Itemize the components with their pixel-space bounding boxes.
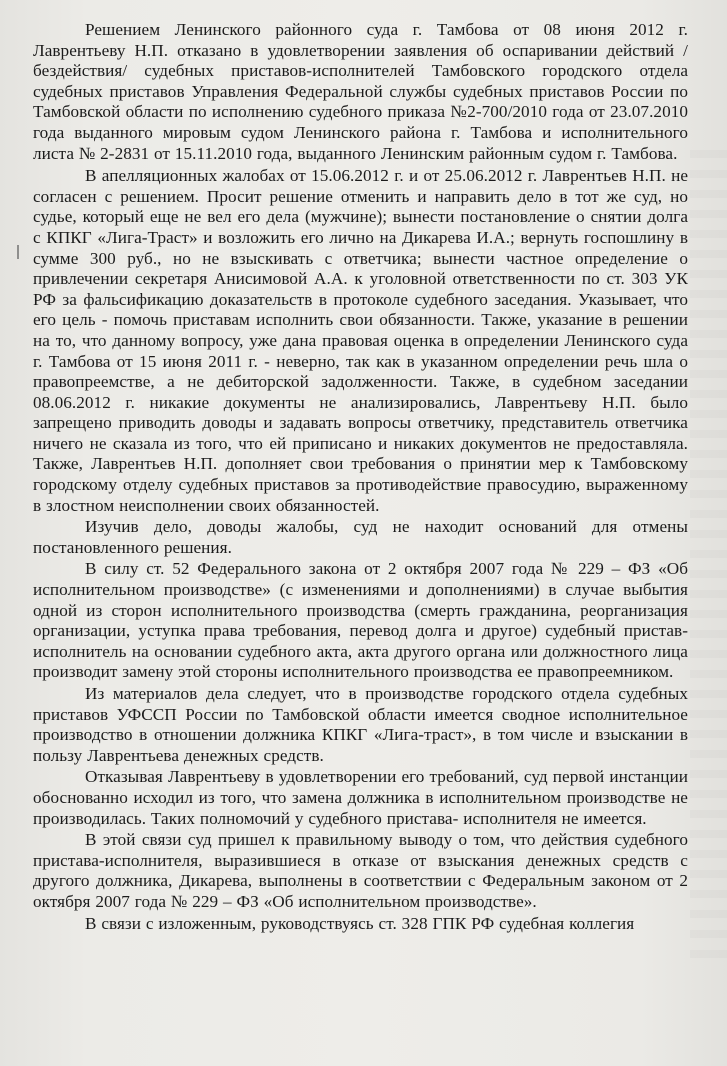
scan-bleed-through	[690, 150, 727, 970]
paragraph-appeal: В апелляционных жалобах от 15.06.2012 г. и от 25.06.2012 г. Лаврентьев Н.П. не согласен с решением. Просит решение отменить и направить дело в тот же суд, но судье, который еще не вел его дела (мужчине); вынести постановление о снятии долга с КПКГ «Лига-Траст» и возложить его лично на Дикарева И.А.; вернуть госпошлину в сумме 300 руб., но не взыскивать с ответчика; вынести частное определение о привлечении секретаря Анисимовой А.А. к уголовной ответственности по ст. 303 УК РФ за фальсификацию доказательств в протоколе судебного заседания. Указывает, что его цель - помочь приставам исполнить свои обязанности. Также, указание в решении на то, что данному вопросу, уже дана правовая оценка в определении Ленинского суда г. Тамбова от 15 июня 2011 г. - неверно, так как в указанном определении речь шла о правопреемстве, а не дебиторской задолженности. Также, в судебном заседании 08.06.2012 г. никакие документы не анализировались, Лаврентьеву Н.П. было запрещено приводить доводы и задавать вопросы ответчику, представитель ответчика ничего не сказала из того, что ей приписано и никаких документов не предоставляла. Также, Лаврентьев Н.П. дополняет свои требования о принятии мер к Тамбовскому городскому отделу судебных приставов за противодействие правосудию, выраженному в злостном неисполнении своих обязанностей.	[33, 166, 688, 515]
paragraph-court-finding: Изучив дело, доводы жалобы, суд не находит оснований для отмены постановленного решения.	[33, 517, 688, 557]
paragraph-case-materials: Из материалов дела следует, что в производстве городского отдела судебных приставов УФССП России по Тамбовской области имеется сводное исполнительное производство в отношении должника КПКГ «Лига-траст», в том числе и взыскании в пользу Лаврентьева денежных средств.	[33, 684, 688, 765]
paragraph-decision: Решением Ленинского районного суда г. Тамбова от 08 июня 2012 г. Лаврентьеву Н.П. отказано в удовлетворении заявления об оспаривании действий /бездействия/ судебных приставов-исполнителей Тамбовского городского отдела судебных приставов Управления Федеральной службы судебных приставов России по Тамбовской области по исполнению судебного приказа №2-700/2010 года от 23.07.2010 года выданного мировым судом Ленинского района г. Тамбова и исполнительного листа № 2-2831 от 15.11.2010 года, выданного Ленинским районным судом г. Тамбова.	[33, 20, 688, 163]
paragraph-collegium: В связи с изложенным, руководствуясь ст. 328 ГПК РФ судебная коллегия	[85, 913, 635, 933]
document-body	[33, 20, 688, 934]
paragraph-refusal: Отказывая Лаврентьеву в удовлетворении его требований, суд первой инстанции обоснованно исходил из того, что замена должника в исполнительном производстве не производилась. Таких полномочий у судебного пристава- исполнителя не имеется.	[33, 767, 688, 828]
margin-mark	[17, 245, 19, 259]
paragraph-law-article-52: В силу ст. 52 Федерального закона от 2 октября 2007 года № 229 – ФЗ «Об исполнительном производстве» (с изменениями и дополнениями) в случае выбытия одной из сторон исполнительного производства (смерть гражданина, реорганизация организации, уступка права требования, перевод долга и другое) судебный пристав-исполнитель на основании судебного акта, акта другого органа или должностного лица производит замену этой стороны исполнительного производства ее правопреемником.	[33, 559, 688, 682]
paragraph-conclusion: В этой связи суд пришел к правильному выводу о том, что действия судебного пристава-исполнителя, выразившиеся в отказе от взыскания денежных средств с другого должника, Дикарева, выполнены в соответствии с Федеральным законом от 2 октября 2007 года № 229 – ФЗ «Об исполнительном производстве».	[33, 830, 688, 911]
